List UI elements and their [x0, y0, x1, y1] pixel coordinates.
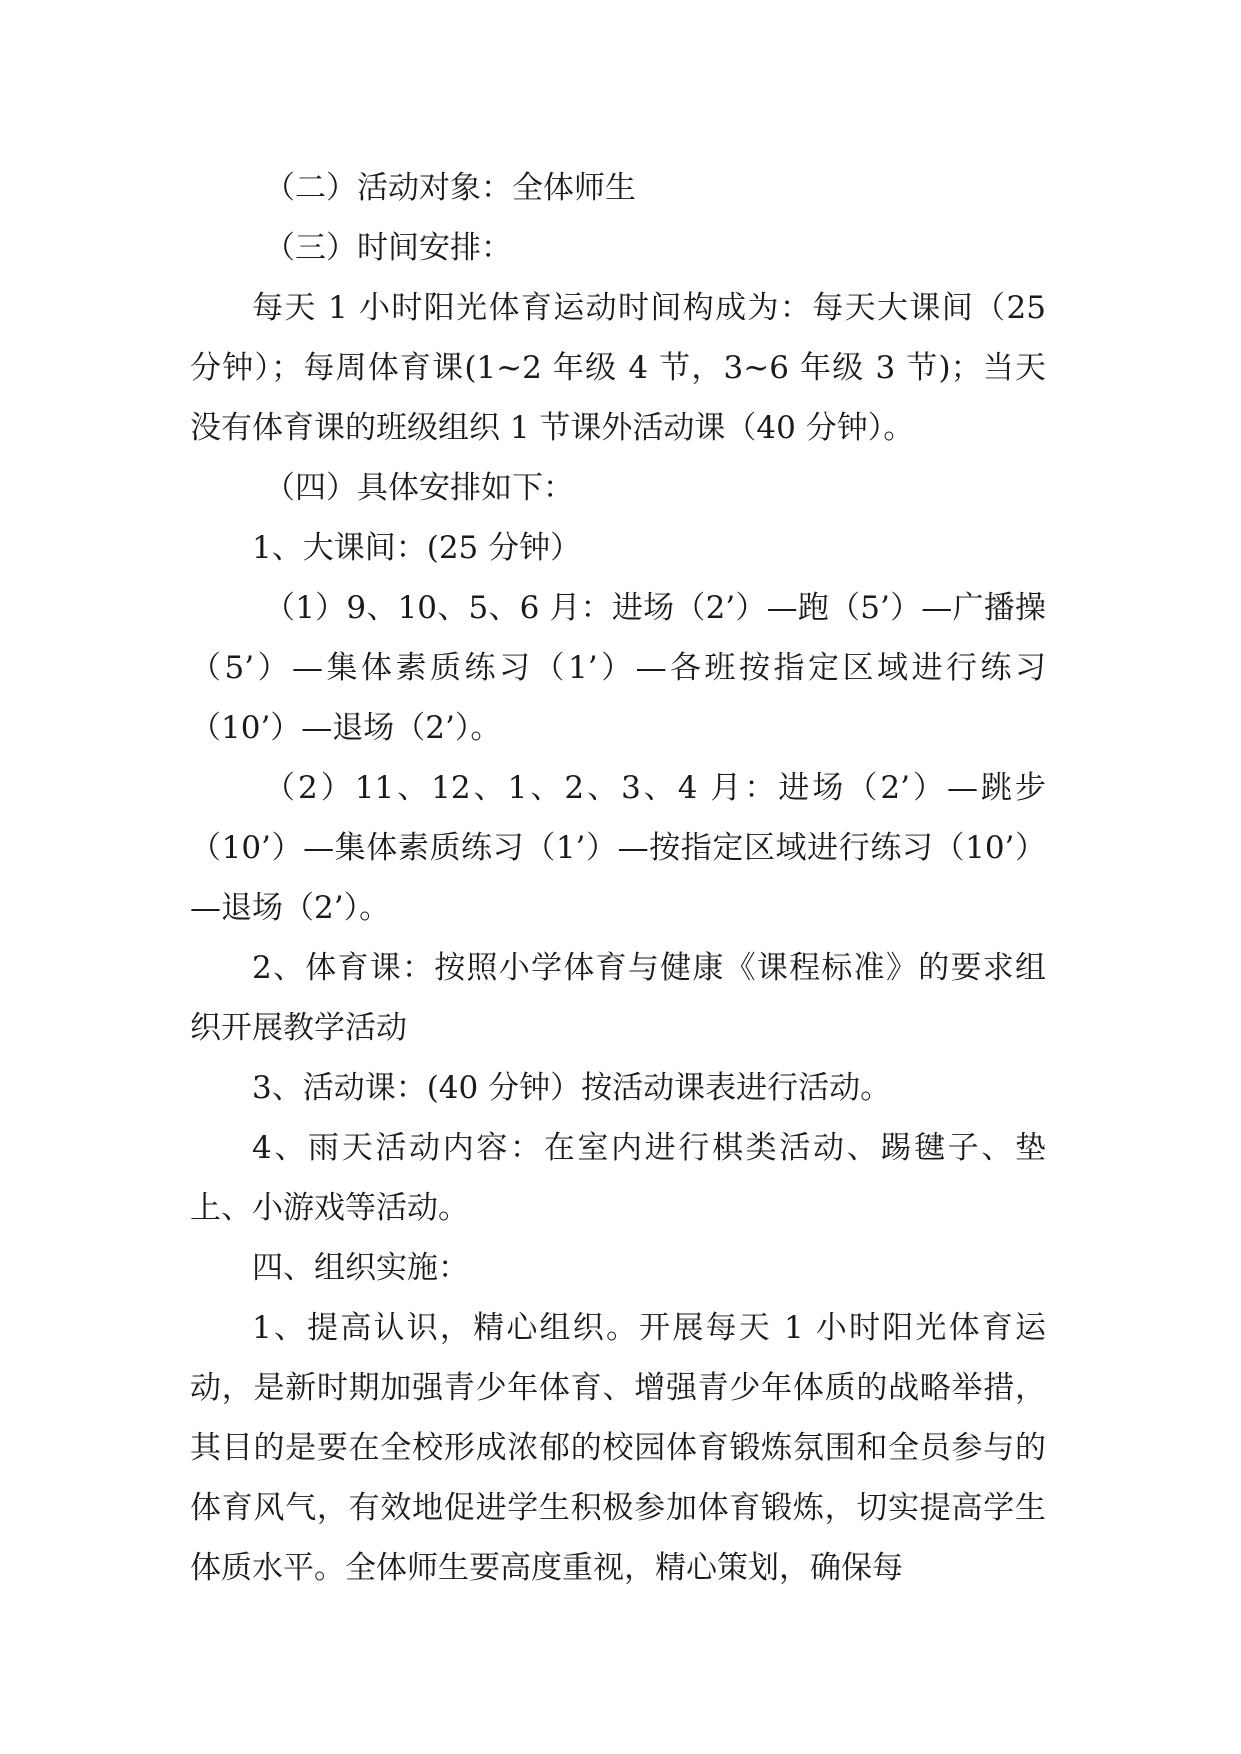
paragraph-schedule-autumn-spring: （1）9、10、5、6 月：进场（2’）—跑（5’）—广播操（5’）—集体素质练习（1’）—各班按指定区域进行练习（10’）—退场（2’）。 — [190, 590, 1046, 746]
document-body — [190, 158, 1046, 1598]
paragraph-activity-target: （二）活动对象：全体师生 — [264, 170, 636, 206]
paragraph-specific-arrangement-heading: （四）具体安排如下： — [264, 470, 574, 506]
paragraph-activity-class: 3、活动课：(40 分钟）按活动课表进行活动。 — [252, 1070, 892, 1106]
paragraph-time-composition: 每天 1 小时阳光体育运动时间构成为：每天大课间（25 分钟）；每周体育课(1~2 年级 4 节，3~6 年级 3 节)；当天没有体育课的班级组织 1 节课外活动课（40 分钟）。 — [190, 290, 1046, 446]
paragraph-raise-awareness: 1、提高认识，精心组织。开展每天 1 小时阳光体育运动，是新时期加强青少年体育、增强青少年体质的战略举措，其目的是要在全校形成浓郁的校园体育锻炼氛围和全员参与的体育风气，有效地促进学生积极参加体育锻炼，切实提高学生体质水平。全体师生要高度重视，精心策划，确保每 — [190, 1310, 1046, 1586]
paragraph-pe-class: 2、体育课：按照小学体育与健康《课程标准》的要求组织开展教学活动 — [190, 950, 1046, 1046]
paragraph-organization-heading: 四、组织实施： — [252, 1250, 469, 1286]
paragraph-schedule-winter: （2）11、12、1、2、3、4 月：进场（2’）—跳步（10’）—集体素质练习（1’）—按指定区域进行练习（10’）—退场（2’）。 — [190, 770, 1046, 926]
paragraph-time-arrangement-heading: （三）时间安排： — [264, 230, 512, 266]
paragraph-big-break: 1、大课间：(25 分钟） — [252, 530, 582, 566]
paragraph-rainy-day: 4、雨天活动内容：在室内进行棋类活动、踢毽子、垫上、小游戏等活动。 — [190, 1130, 1046, 1226]
